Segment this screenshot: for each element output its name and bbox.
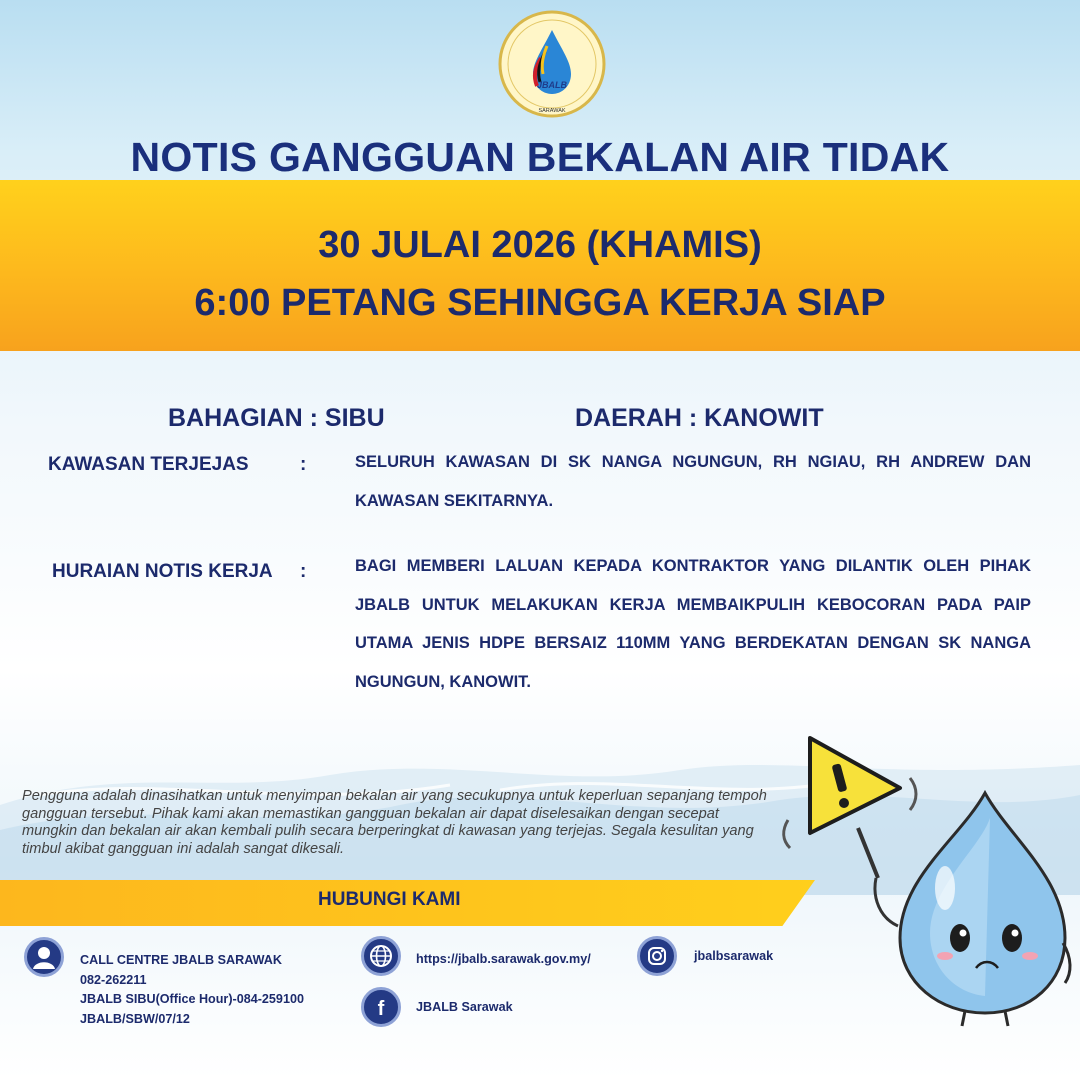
facebook-link[interactable]: JBALB Sarawak (416, 1000, 513, 1014)
disruption-date: 30 JULAI 2026 (KHAMIS) (318, 224, 762, 266)
schedule-banner (0, 180, 1080, 351)
page-title: NOTIS GANGGUAN BEKALAN AIR TIDAK (130, 134, 950, 180)
disclaimer-text: Pengguna adalah dinasihatkan untuk menyimpan bekalan air yang secukupnya untuk keperluan sepanjang tempoh gangguan tersebut. Pihak kami akan memastikan gangguan bekalan air dapat diselesaikan dengan secepat mungkin dan bekalan air akan kembali pulih secara berperingkat di kawasan yang terjejas. Segala kesulitan yang timbul akibat gangguan ini adalah sangat dikesali. (22, 788, 767, 857)
work-description-text: BAGI MEMBERI LALUAN KEPADA KONTRAKTOR YANG DILANTIK OLEH PIHAK JBALB UNTUK MELAKUKAN KERJA MEMBAIKPULIH KEBOCORAN PADA PAIP UTAMA JENIS HDPE BERSAIZ 110MM YANG BERDEKATAN DENGAN SK NANGA NGUNGUN, KANOWIT. (355, 557, 1031, 691)
globe-icon (361, 936, 401, 976)
reference-number: JBALB/SBW/07/12 (80, 1011, 190, 1026)
daerah-label: DAERAH : KANOWIT (575, 404, 824, 432)
bahagian-label: BAHAGIAN : SIBU (168, 404, 385, 432)
affected-area-text: SELURUH KAWASAN DI SK NANGA NGUNGUN, RH NGIAU, RH ANDREW DAN KAWASAN SEKITARNYA. (355, 453, 1031, 510)
svg-text:f: f (377, 998, 385, 1020)
jbalb-logo (497, 8, 607, 120)
logo-bottom-text: SARAWAK (538, 108, 566, 114)
sibu-office-phone: JBALB SIBU(Office Hour)-084-259100 (80, 992, 304, 1006)
disruption-time: 6:00 PETANG SEHINGGA KERJA SIAP (194, 282, 886, 324)
logo-abbr: JBALB (536, 80, 568, 90)
instagram-link[interactable]: jbalbsarawak (694, 949, 774, 963)
affected-area-colon: : (300, 454, 307, 475)
website-link[interactable]: https://jbalb.sarawak.gov.my/ (416, 952, 591, 966)
warning-sign-icon (784, 738, 916, 878)
work-description-label: HURAIAN NOTIS KERJA (52, 561, 273, 582)
instagram-icon (637, 936, 677, 976)
call-centre-name: CALL CENTRE JBALB SARAWAK (80, 953, 282, 967)
contact-heading: HUBUNGI KAMI (318, 889, 461, 910)
work-description-colon: : (300, 561, 307, 582)
facebook-icon (361, 987, 401, 1027)
call-centre-block (80, 951, 304, 1029)
call-centre-phone: 082-262211 (80, 972, 147, 987)
affected-area-label: KAWASAN TERJEJAS (48, 454, 249, 475)
user-icon (24, 937, 64, 977)
water-drop-mascot (780, 728, 1080, 1028)
